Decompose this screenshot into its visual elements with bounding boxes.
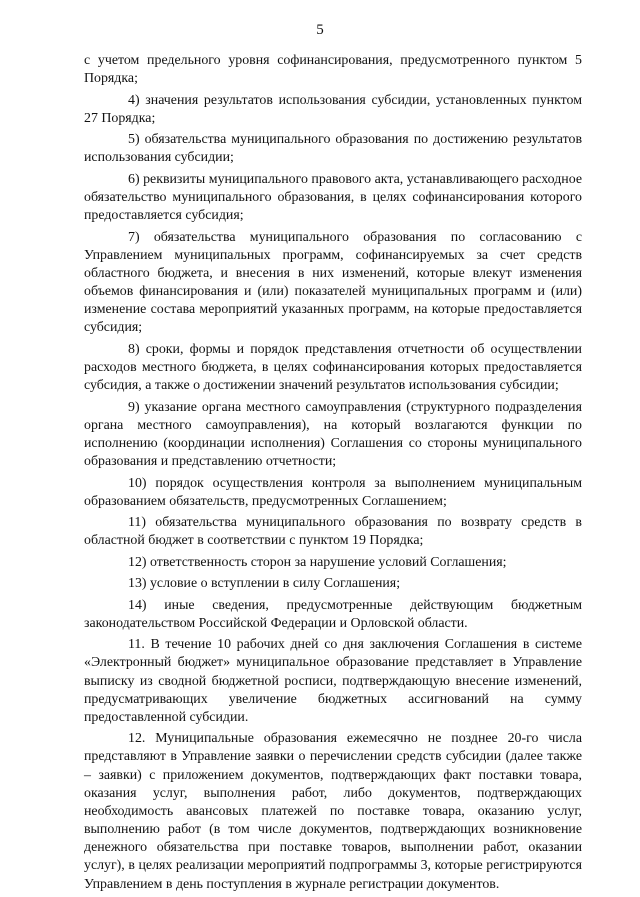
list-item-10: 10) порядок осуществления контроля за выполнением муниципальным образованием обязательств, предусмотренных Соглашением; — [84, 475, 582, 509]
list-item-9: 9) указание органа местного самоуправления (структурного подразделения органа местного самоуправления), на который возлагаются функции по исполнению (координации исполнения) Соглашения со стороны муниципального образования и представлению отчетности; — [84, 399, 582, 470]
list-item-5: 5) обязательства муниципального образования по достижению результатов использования субсидии; — [84, 132, 582, 166]
clause-11: 11. В течение 10 рабочих дней со дня заключения Соглашения в системе «Электронный бюджет» муниципальное образование представляет в Управление выписку из сводной бюджетной росписи, подтверждающую внесение изменений, предусматривающих увеличение бюджетных ассигнований на сумму предоставленной субсидии. — [84, 637, 582, 725]
paragraph-continuation: с учетом предельного уровня софинансирования, предусмотренного пунктом 5 Порядка; — [84, 53, 582, 87]
clause-12: 12. Муниципальные образования ежемесячно не позднее 20-го числа представляют в Управление заявки о перечислении средств субсидии (далее также – заявки) с приложением документов, подтверждающих факт поставки товара, оказания услуг, выполнения работ, либо документов, подтверждающих необходимость авансовых платежей по поставке товара, оказанию услуг, выполнению работ (в том числе документов, подтверждающих возникновение денежного обязательства при поставке товаров, выполнении работ, оказании услуг), в целях реализации мероприятий подпрограммы 3, которые регистрируются Управлением в день поступления в журнале регистрации документов. — [84, 731, 582, 892]
list-item-12: 12) ответственность сторон за нарушение условий Соглашения; — [128, 554, 507, 570]
list-item-14: 14) иные сведения, предусмотренные действующим бюджетным законодательством Российской Федерации и Орловской области. — [84, 597, 582, 631]
list-item-8: 8) сроки, формы и порядок представления отчетности об осуществлении расходов местного бюджета, в целях софинансирования которых предоставляется субсидия, а также о достижении значений результатов использования субсидии; — [84, 341, 582, 394]
list-item-13: 13) условие о вступлении в силу Соглашения; — [128, 576, 401, 592]
list-item-4: 4) значения результатов использования субсидии, установленных пунктом 27 Порядка; — [84, 92, 582, 126]
list-item-7: 7) обязательства муниципального образования по согласованию с Управлением муниципальных программ, софинансируемых за счет средств областного бюджета, и внесения в них изменений, которые влекут изменения объемов финансирования и (или) показателей муниципальных программ и (или) изменение состава мероприятий указанных программ, на которые предоставляется субсидия; — [84, 229, 582, 336]
list-item-6: 6) реквизиты муниципального правового акта, устанавливающего расходное обязательство муниципального образования, в целях софинансирования которого предоставляется субсидия; — [84, 171, 582, 224]
page-number: 5 — [316, 22, 324, 38]
document-body — [84, 52, 582, 897]
list-item-11: 11) обязательства муниципального образования по возврату средств в областной бюджет в соответствии с пунктом 19 Порядка; — [84, 515, 582, 549]
